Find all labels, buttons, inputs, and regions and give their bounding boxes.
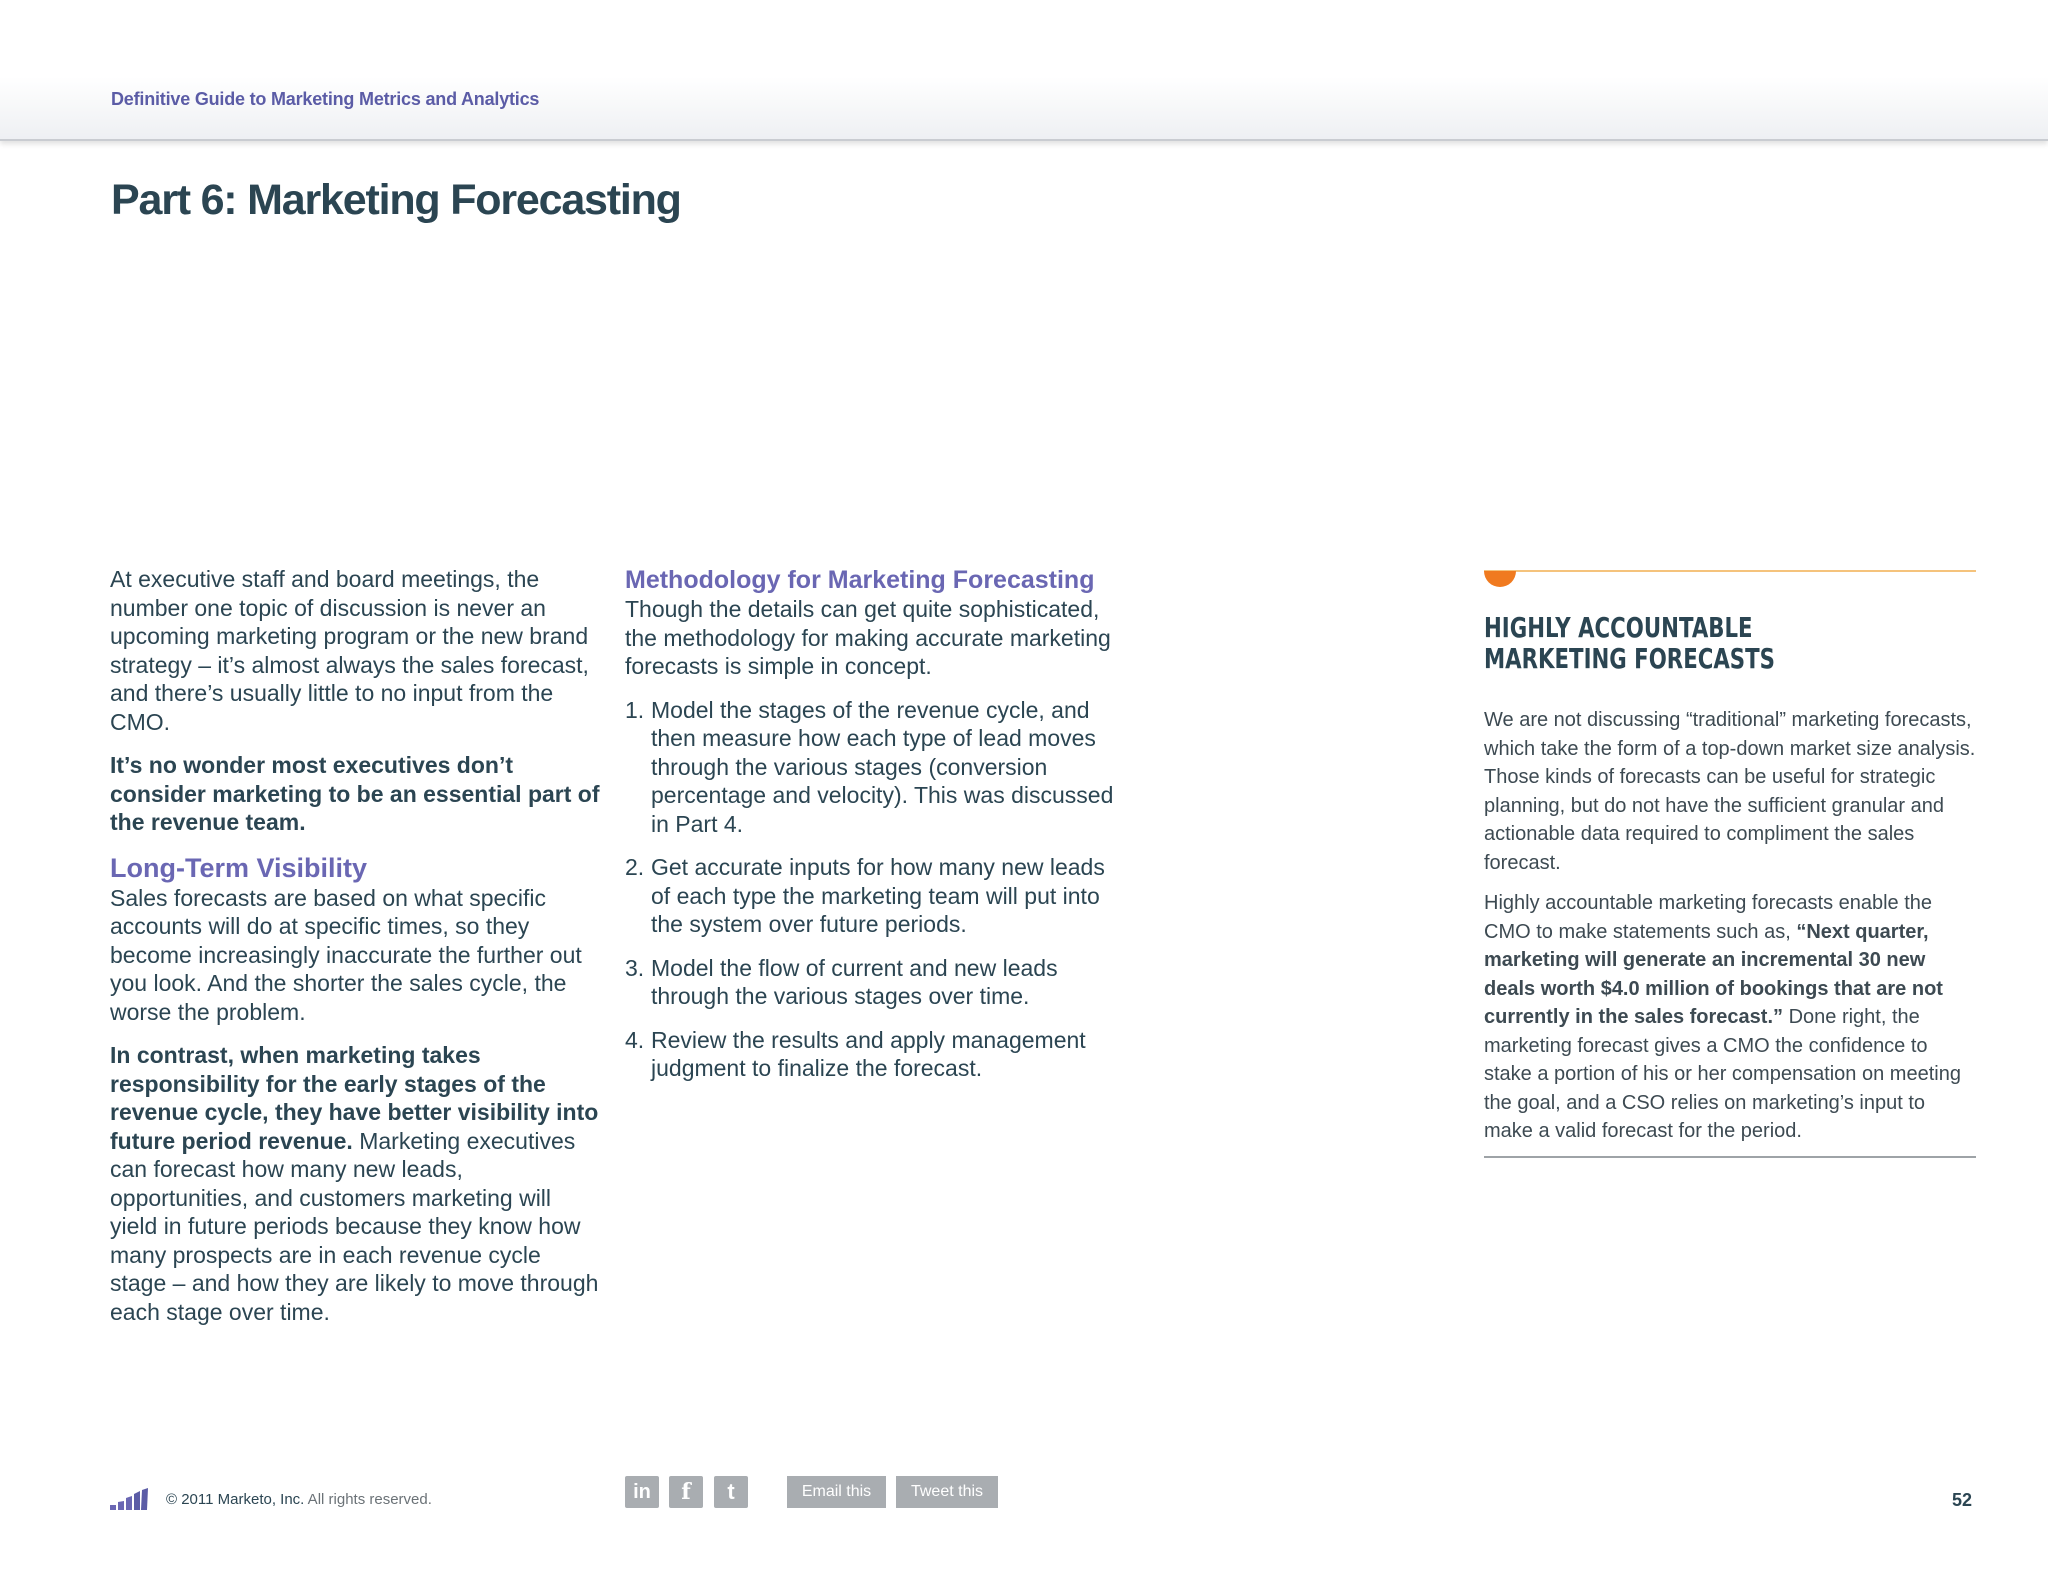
page-header bbox=[0, 0, 2048, 141]
step-text: Model the stages of the revenue cycle, and then measure how each type of lead moves through the various stages (conversion percentage and velocity). This was discussed in Part 4. bbox=[651, 696, 1114, 837]
methodology-intro: Though the details can get quite sophisticated, the methodology for making accurate marketing forecasts is simple in concept. bbox=[625, 596, 1111, 679]
contrast-rest-text: Marketing executives can forecast how many new leads, opportunities, and customers marketing will yield in future periods because they know how many prospects are in each revenue cycle stage – and how they are likely to move through each stage over time. bbox=[110, 1127, 599, 1325]
email-this-button[interactable]: Email this bbox=[787, 1476, 886, 1508]
sidebar-text: Done right, the marketing forecast gives a CMO the confidence to stake a portion of his or her compensation on meeting the goal, and a CSO relies on marketing’s input to make a valid forecast for the period. bbox=[1484, 1006, 1961, 1142]
emphasis-paragraph: It’s no wonder most executives don’t consider marketing to be an essential part of the revenue team. bbox=[110, 752, 600, 835]
document-title: Definitive Guide to Marketing Metrics and Analytics bbox=[111, 89, 540, 109]
copyright-rest: All rights reserved. bbox=[304, 1491, 432, 1508]
step-number: 3. bbox=[625, 954, 645, 981]
methodology-heading: Methodology for Marketing Forecasting bbox=[625, 566, 1095, 594]
step-item bbox=[625, 1026, 1125, 1083]
step-item bbox=[625, 853, 1125, 939]
copyright-notice bbox=[166, 1491, 432, 1508]
sidebar-quote: “Next quarter, marketing will generate an incremental 30 new deals worth $4.0 million of bookings that are not currently in the sales forecast.” bbox=[1484, 920, 1943, 1028]
left-column bbox=[110, 565, 600, 1341]
step-number: 4. bbox=[625, 1026, 645, 1053]
step-text: Model the flow of current and new leads through the various stages over time. bbox=[651, 954, 1058, 1009]
sidebar-bottom-rule bbox=[1484, 1156, 1976, 1158]
long-term-visibility-heading: Long-Term Visibility bbox=[110, 852, 368, 883]
orange-accent-dot bbox=[1484, 571, 1516, 587]
intro-paragraph: At executive staff and board meetings, the number one topic of discussion is never an upcoming marketing program or the new brand strategy – it’s almost always the sales forecast, and there’s usually little to no input from the CMO. bbox=[110, 566, 589, 735]
middle-column bbox=[625, 565, 1125, 1098]
sidebar-paragraph bbox=[1484, 889, 1976, 1146]
step-number: 2. bbox=[625, 854, 645, 880]
contrast-bold-text: In contrast, when marketing takes responsibility for the early stages of the revenue cycle, they have better visibility into future period revenue. bbox=[110, 1042, 599, 1154]
copyright-main: © 2011 Marketo, Inc. bbox=[166, 1491, 305, 1508]
sidebar-paragraph: We are not discussing “traditional” marketing forecasts, which take the form of a top-down market size analysis. Those kinds of forecasts can be useful for strategic planning, but do not have the sufficient granular and actionable data required to compliment the sales forecast. bbox=[1484, 709, 1976, 874]
sidebar-title: HIGHLY ACCOUNTABLE MARKETING FORECASTS bbox=[1484, 611, 1775, 675]
facebook-icon[interactable]: f bbox=[669, 1476, 703, 1508]
sidebar-text: Highly accountable marketing forecasts enable the CMO to make statements such as, bbox=[1484, 892, 1933, 943]
linkedin-icon[interactable]: in bbox=[625, 1476, 659, 1508]
step-item bbox=[625, 696, 1125, 839]
step-item bbox=[625, 954, 1125, 1011]
sidebar-body bbox=[1484, 706, 1976, 1158]
contrast-paragraph bbox=[110, 1041, 600, 1326]
marketo-logo-icon bbox=[110, 1488, 148, 1517]
step-text: Get accurate inputs for how many new leads of each type the marketing team will put into the system over future periods. bbox=[651, 854, 1105, 937]
methodology-steps bbox=[625, 696, 1125, 1083]
step-text: Review the results and apply management judgment to finalize the forecast. bbox=[651, 1026, 1086, 1081]
page-number: 52 bbox=[1952, 1490, 1973, 1510]
sales-forecast-paragraph: Sales forecasts are based on what specific accounts will do at specific times, so they become increasingly inaccurate the further out you look. And the shorter the sales cycle, the worse the problem. bbox=[110, 884, 582, 1025]
twitter-icon[interactable]: t bbox=[714, 1476, 748, 1508]
page-title: Part 6: Marketing Forecasting bbox=[111, 176, 681, 224]
step-number: 1. bbox=[625, 696, 645, 723]
tweet-this-button[interactable]: Tweet this bbox=[896, 1476, 998, 1508]
sidebar-top-rule bbox=[1484, 570, 1976, 572]
